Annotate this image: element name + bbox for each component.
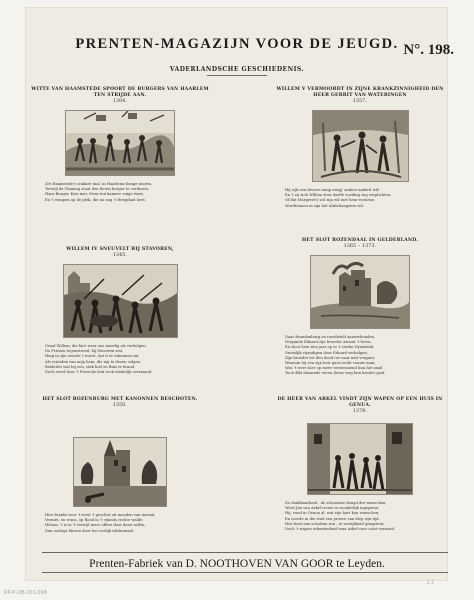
panel-willem-iv	[30, 247, 210, 375]
panel-caption: WITTE VAN HAAMSTEDE SPOORT DE BURGERS VAN HAARLEM TEN STRIJDE AAN. 1304.	[31, 87, 209, 104]
panel-arkel	[270, 397, 450, 532]
panel-caption: DE HEER VAN ARKEL VINDT ZIJN WAPEN OP EEN HUIS IN GENUA. 1378.	[277, 397, 443, 414]
sheet-number: N°. 198.	[403, 42, 454, 58]
panel-caption: WILLEM V VERMOORDT IN ZIJNE KRANKZINNIGHEID DEN HEER GERRIT VAN WATERINGEN 1357.	[276, 87, 444, 104]
panel-caption: HET SLOT ROZENBURG MET KANONNEN BESCHOTEN. 1350.	[42, 397, 198, 408]
panel-willem-v	[270, 87, 450, 209]
series-subtitle: VADERLANDSCHE GESCHIEDENIS.	[169, 66, 305, 73]
page-title: PRENTEN-MAGAZIJN VOOR DE JEUGD.	[75, 36, 399, 52]
subtitle-rule	[207, 75, 267, 76]
panel-verse: De dankbaarheid , de schoonste deugd der menschen, Werd Jan van Arkel trouw in wonderlijk ingeprent Hij, vond in Genua al, wat zijn hart kon wenschen, En roerde in die stad een proeve van diep zijn tijd. Hoe bont aan schatten zou , in verrijkheid grasprent, Doch 't wapen erkentenheid waa Arkel voor ooist vernoud.	[285, 501, 396, 532]
footer-rule-bottom	[42, 572, 448, 573]
castle-cannon-illustration	[73, 437, 167, 507]
panel-caption: WILLEM IV SNEUVELT BIJ STAVOREN, 1345.	[66, 247, 174, 258]
panel-verse: Daar Brandenburg en ruwdistelt aanverbonden, Vergunde Eduard zijn broeder Arnout 't leven, En sloot hem tien jaar op in 't sterke Nyenbeek. Onzinlijk vijandigen door Eduard verbolgen, Zijn broeder tot den dood toe naar niet vergunt, Waarom hij een zijn heir gans recht vonnis nam; Was 't terre hier op meer verstrooiend hun het zand Toch dikt duizende vreen drens weg hun kruiter graf.	[285, 335, 386, 376]
stavoren-battle-illustration	[63, 264, 178, 338]
panel-rozenburg	[30, 397, 210, 534]
murder-scene-illustration	[312, 110, 409, 182]
publisher-imprint: Prenten-Fabriek van D. NOOTHOVEN VAN GOOR te Leyden.	[89, 558, 385, 570]
panel-haamstede	[30, 87, 210, 203]
panel-verse: Zet Haamstede's wakkre taal, in Haarlems bange muren, Terwijl de Vlaming staat den fieren burger te verduren, Haar Burger, Krei mer, Prins ten kamere vuige twist, En 't wimpen op de plek, die nu nog 't Hemplaat heet.	[45, 182, 153, 202]
panel-rozendaal	[270, 238, 450, 377]
castle-ruin-illustration	[310, 255, 410, 329]
panel-verse: Hier brankt voor 't eerst 't geschut uit monden van metaal, Verniet, en wuus, op Rood in 't vijands rechte walde; Helaas, 't is in 't verwijt meer offers door daen vallen, Dan oorlogs klevon door het oorlijk riddermaal.	[45, 513, 156, 533]
inventory-annotation: RP-P-OB-201.098	[4, 590, 47, 596]
footer-rule-top	[42, 552, 448, 553]
battle-crowd-illustration	[65, 110, 175, 176]
pencil-mark: 11	[426, 578, 435, 586]
genoa-street-illustration	[307, 423, 413, 495]
panel-verse: Hij zijk een droeve ramp zwijg' anders naderd wil! En 't zij zich Willem door dartle voeding zag verplichten, Of dat Margreet's wil zijn wil met hem verziene, Wordtennen in zijn het Alderhaagsten wil.	[285, 188, 392, 208]
panel-caption: HET SLOT ROZENDAAL IN GELDERLAND. 1365 – 1373.	[301, 238, 419, 249]
panel-verse: Graaf Willem, die hier weer zoo moedig als verbolgen, De Friezen tegenstreed, bij Stavoren wat, Hing in zijn woede' t woest, dat ít er erkennen zat Als vriesden van mijn hem, die mij te dezen volgen. Beiderlei wat bij een, stak hiel en Buis te brand, Doch werd door 't Friesche heir toch eindelijk overmand.	[45, 344, 153, 375]
